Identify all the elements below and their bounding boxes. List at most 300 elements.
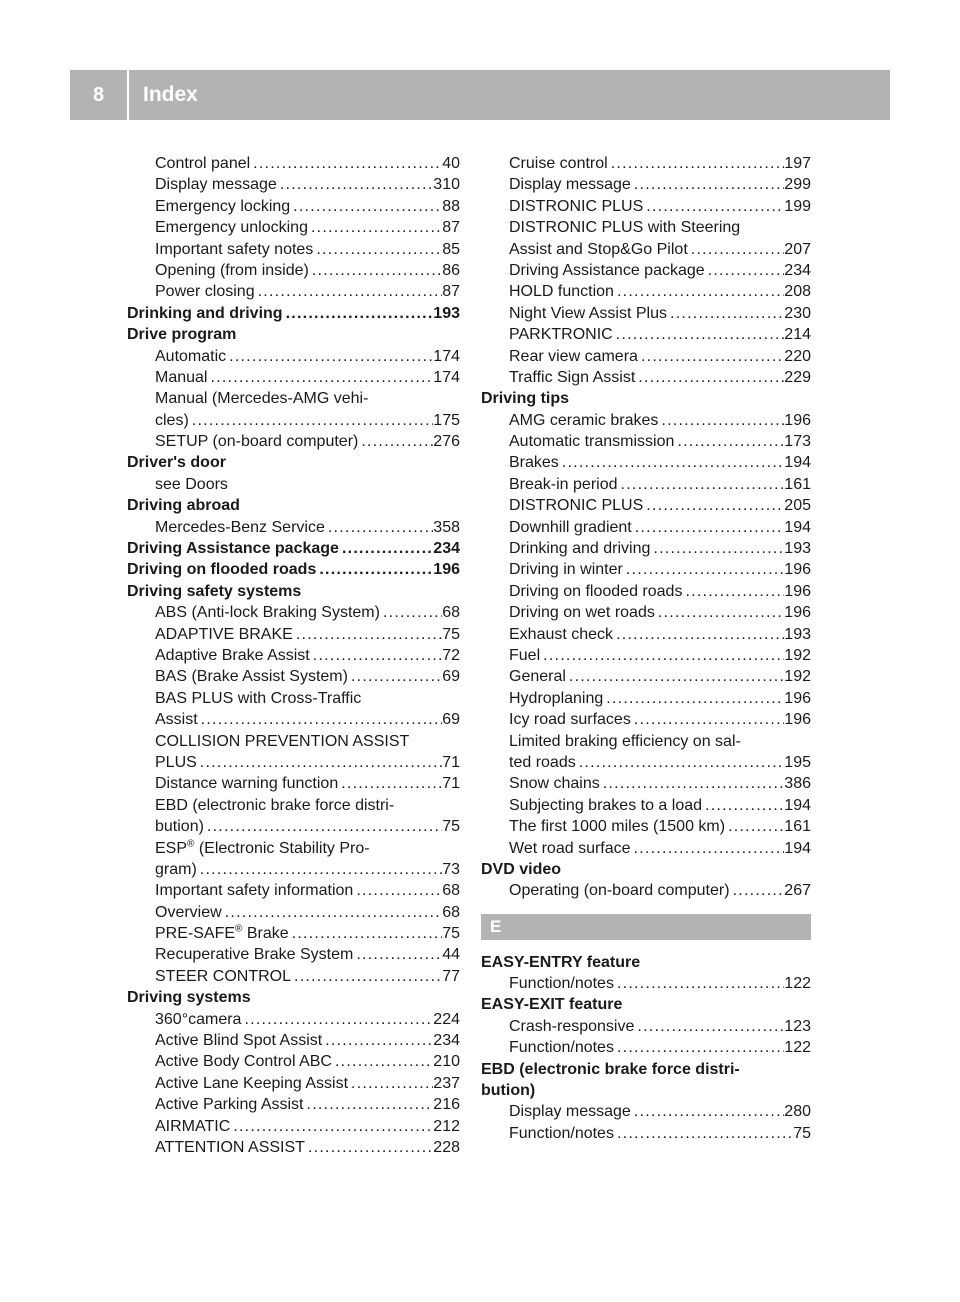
index-heading — [481, 994, 811, 1015]
entry-text: Display message — [155, 176, 277, 194]
index-heading — [481, 952, 811, 973]
entry-text: Driving on flooded roads — [509, 582, 683, 600]
index-entry — [127, 816, 460, 837]
index-entry — [481, 517, 811, 538]
index-entry — [481, 880, 811, 901]
entry-page-number: 196 — [784, 561, 811, 579]
index-heading — [127, 581, 460, 602]
entry-text: Function/notes — [509, 1124, 614, 1142]
index-entry — [481, 367, 811, 388]
leader-dots — [293, 624, 442, 645]
index-entry — [127, 1116, 460, 1137]
entry-page-number: 234 — [433, 540, 460, 558]
leader-dots — [614, 1123, 793, 1144]
entry-text: Distance warning function — [155, 775, 339, 793]
entry-text: Downhill gradient — [509, 518, 632, 536]
index-entry — [481, 624, 811, 645]
entry-text: Recuperative Brake System — [155, 946, 354, 964]
index-heading — [127, 987, 460, 1008]
leader-dots — [667, 303, 784, 324]
index-heading — [481, 1059, 811, 1080]
index-entry — [127, 666, 460, 687]
index-entry — [481, 731, 811, 752]
entry-page-number: 237 — [433, 1074, 460, 1092]
leader-dots — [655, 602, 784, 623]
index-entry — [127, 153, 460, 174]
index-entry — [127, 1030, 460, 1051]
entry-page-number: 299 — [784, 176, 811, 194]
entry-text: Assist and Stop&Go Pilot — [509, 240, 688, 258]
entry-text: HOLD function — [509, 283, 614, 301]
index-entry — [481, 973, 811, 994]
leader-dots — [313, 239, 442, 260]
entry-page-number: 194 — [784, 518, 811, 536]
entry-page-number: 192 — [784, 646, 811, 664]
entry-text: Driving on wet roads — [509, 604, 655, 622]
entry-text: Exhaust check — [509, 625, 614, 643]
entry-page-number: 72 — [442, 646, 460, 664]
entry-text: ESP® (Electronic Stability Pro- — [155, 838, 370, 857]
leader-dots — [222, 902, 443, 923]
leader-dots — [631, 709, 784, 730]
leader-dots — [230, 1116, 433, 1137]
entry-text: EASY-ENTRY feature — [481, 953, 641, 971]
entry-text: Driving safety systems — [127, 582, 302, 600]
entry-text: Wet road surface — [509, 839, 631, 857]
index-entry — [481, 645, 811, 666]
page-number: 8 — [70, 70, 129, 120]
index-entry — [127, 688, 460, 709]
entry-text: Display message — [509, 176, 631, 194]
entry-page-number: 75 — [793, 1124, 811, 1142]
leader-dots — [618, 474, 785, 495]
entry-text: AMG ceramic brakes — [509, 411, 659, 429]
index-entry — [127, 281, 460, 302]
leader-dots — [614, 1037, 784, 1058]
entry-page-number: 196 — [784, 711, 811, 729]
index-heading — [481, 859, 811, 880]
leader-dots — [614, 281, 784, 302]
index-entry — [127, 239, 460, 260]
index-entry — [481, 752, 811, 773]
leader-dots — [631, 838, 785, 859]
entry-page-number: 174 — [433, 368, 460, 386]
index-entry — [481, 495, 811, 516]
entry-text: Emergency unlocking — [155, 219, 308, 237]
entry-page-number: 220 — [784, 347, 811, 365]
leader-dots — [304, 1094, 434, 1115]
entry-page-number: 123 — [784, 1017, 811, 1035]
index-entry — [481, 773, 811, 794]
entry-page-number: 310 — [433, 176, 460, 194]
leader-dots — [305, 1137, 433, 1158]
entry-page-number: 230 — [784, 304, 811, 322]
entry-page-number: 192 — [784, 668, 811, 686]
leader-dots — [358, 431, 433, 452]
entry-page-number: 86 — [442, 261, 460, 279]
entry-page-number: 210 — [433, 1053, 460, 1071]
entry-text: Limited braking efficiency on sal- — [509, 732, 741, 750]
entry-text: Driving on flooded roads — [127, 561, 317, 579]
leader-dots — [540, 645, 784, 666]
entry-page-number: 44 — [442, 946, 460, 964]
entry-text: Mercedes-Benz Service — [155, 518, 325, 536]
entry-text: see Doors — [155, 475, 228, 493]
entry-text: PARKTRONIC — [509, 326, 613, 344]
index-entry — [127, 731, 460, 752]
index-heading — [127, 559, 460, 580]
index-entry — [481, 816, 811, 837]
leader-dots — [566, 666, 784, 687]
entry-text: BAS PLUS with Cross-Traffic — [155, 689, 362, 707]
leader-dots — [283, 303, 434, 324]
leader-dots — [631, 174, 784, 195]
leader-dots — [353, 944, 442, 965]
entry-page-number: 267 — [784, 882, 811, 900]
index-heading — [481, 388, 811, 409]
entry-page-number: 196 — [784, 604, 811, 622]
entry-page-number: 69 — [442, 711, 460, 729]
leader-dots — [226, 346, 433, 367]
leader-dots — [650, 538, 784, 559]
leader-dots — [309, 260, 442, 281]
entry-text: Important safety information — [155, 882, 354, 900]
entry-text: Driving Assistance package — [127, 540, 339, 558]
entry-text: General — [509, 668, 566, 686]
leader-dots — [623, 559, 784, 580]
entry-text: Important safety notes — [155, 240, 314, 258]
leader-dots — [255, 281, 443, 302]
entry-text: Fuel — [509, 646, 541, 664]
index-entry — [481, 688, 811, 709]
entry-page-number: 216 — [433, 1096, 460, 1114]
index-entry — [127, 431, 460, 452]
entry-text: EASY-EXIT feature — [481, 996, 623, 1014]
entry-text: Drive program — [127, 326, 237, 344]
entry-text: STEER CONTROL — [155, 967, 292, 985]
entry-text: Driving abroad — [127, 497, 240, 515]
leader-dots — [730, 880, 785, 901]
index-entry — [481, 174, 811, 195]
leader-dots — [207, 367, 433, 388]
entry-page-number: 75 — [442, 925, 460, 943]
entry-text: Automatic — [155, 347, 227, 365]
entry-text: Automatic transmission — [509, 433, 675, 451]
entry-page-number: 68 — [442, 903, 460, 921]
index-entry — [481, 217, 811, 238]
entry-text: ABS (Anti-lock Braking System) — [155, 604, 380, 622]
entry-text: DVD video — [481, 860, 562, 878]
entry-text: PLUS — [155, 753, 197, 771]
entry-text: Crash-responsive — [509, 1017, 635, 1035]
index-entry — [127, 1137, 460, 1158]
index-entry — [481, 709, 811, 730]
index-heading — [127, 452, 460, 473]
entry-page-number: 212 — [433, 1117, 460, 1135]
leader-dots — [559, 452, 785, 473]
leader-dots — [204, 816, 442, 837]
leader-dots — [197, 859, 442, 880]
leader-dots — [189, 410, 434, 431]
entry-text: cles) — [155, 411, 189, 429]
index-entry — [127, 196, 460, 217]
leader-dots — [353, 880, 442, 901]
entry-page-number: 194 — [784, 454, 811, 472]
entry-text: Assist — [155, 711, 198, 729]
entry-text: DISTRONIC PLUS — [509, 497, 644, 515]
index-entry — [127, 474, 460, 495]
leader-dots — [658, 410, 784, 431]
index-entry — [481, 239, 811, 260]
index-entry — [127, 260, 460, 281]
entry-page-number: 205 — [784, 497, 811, 515]
entry-text: Driver's door — [127, 454, 226, 472]
index-column-right — [481, 153, 811, 1144]
entry-page-number: 40 — [442, 155, 460, 172]
index-entry — [481, 474, 811, 495]
index-entry — [481, 410, 811, 431]
entry-page-number: 197 — [784, 155, 811, 172]
entry-text: Night View Assist Plus — [509, 304, 667, 322]
leader-dots — [608, 153, 785, 174]
entry-text: Cruise control — [509, 155, 608, 172]
index-entry — [127, 1051, 460, 1072]
index-entry — [127, 174, 460, 195]
index-entry — [481, 1101, 811, 1122]
leader-dots — [308, 217, 442, 238]
entry-page-number: 193 — [784, 540, 811, 558]
index-entry — [481, 1016, 811, 1037]
leader-dots — [631, 1101, 784, 1122]
entry-text: Active Body Control ABC — [155, 1053, 332, 1071]
index-entry — [127, 859, 460, 880]
entry-text: bution) — [155, 818, 204, 836]
leader-dots — [316, 559, 433, 580]
entry-page-number: 161 — [784, 818, 811, 836]
entry-page-number: 122 — [784, 975, 811, 993]
leader-dots — [576, 752, 785, 773]
leader-dots — [613, 624, 784, 645]
page-title: Index — [143, 83, 198, 106]
index-entry — [127, 1094, 460, 1115]
entry-text: Active Blind Spot Assist — [155, 1032, 323, 1050]
leader-dots — [348, 1073, 433, 1094]
index-entry — [481, 1123, 811, 1144]
index-entry — [127, 388, 460, 409]
index-entry — [481, 581, 811, 602]
entry-text: Brakes — [509, 454, 559, 472]
entry-text: Display message — [509, 1103, 631, 1121]
entry-text: Overview — [155, 903, 222, 921]
leader-dots — [241, 1009, 433, 1030]
entry-page-number: 194 — [784, 839, 811, 857]
entry-text: ADAPTIVE BRAKE — [155, 625, 293, 643]
entry-text: EBD (electronic brake force distri- — [481, 1060, 740, 1078]
leader-dots — [702, 795, 784, 816]
entry-page-number: 229 — [784, 368, 811, 386]
entry-page-number: 196 — [784, 582, 811, 600]
index-entry — [481, 260, 811, 281]
index-entry — [127, 902, 460, 923]
leader-dots — [291, 966, 442, 987]
leader-dots — [682, 581, 784, 602]
entry-text: Drinking and driving — [127, 304, 283, 322]
leader-dots — [197, 752, 442, 773]
entry-page-number: 208 — [784, 283, 811, 301]
index-entry — [127, 923, 460, 944]
leader-dots — [325, 517, 433, 538]
leader-dots — [614, 973, 784, 994]
entry-text: Active Parking Assist — [155, 1096, 304, 1114]
entry-page-number: 196 — [433, 561, 460, 579]
entry-text: Subjecting brakes to a load — [509, 796, 703, 814]
entry-text: 360°camera — [155, 1010, 242, 1028]
entry-page-number: 199 — [784, 197, 811, 215]
entry-page-number: 174 — [433, 347, 460, 365]
leader-dots — [250, 153, 442, 174]
leader-dots — [322, 1030, 433, 1051]
entry-text: Function/notes — [509, 975, 614, 993]
index-heading — [127, 538, 460, 559]
index-entry — [127, 795, 460, 816]
leader-dots — [705, 260, 785, 281]
entry-text: Driving in winter — [509, 561, 623, 579]
entry-text: Rear view camera — [509, 347, 638, 365]
leader-dots — [632, 517, 785, 538]
entry-page-number: 122 — [784, 1039, 811, 1057]
index-entry — [127, 602, 460, 623]
entry-text: Control panel — [155, 155, 251, 172]
entry-text: AIRMATIC — [155, 1117, 231, 1135]
entry-page-number: 234 — [784, 261, 811, 279]
entry-page-number: 161 — [784, 475, 811, 493]
entry-text: Power closing — [155, 283, 255, 301]
index-entry — [481, 452, 811, 473]
index-entry — [127, 517, 460, 538]
index-entry — [481, 431, 811, 452]
entry-page-number: 280 — [784, 1103, 811, 1121]
leader-dots — [310, 645, 442, 666]
index-entry — [127, 1073, 460, 1094]
index-entry — [127, 838, 460, 859]
entry-text: Opening (from inside) — [155, 261, 309, 279]
entry-page-number: 87 — [442, 283, 460, 301]
entry-text: DISTRONIC PLUS with Steering — [509, 219, 741, 237]
index-entry — [127, 410, 460, 431]
page-header — [70, 70, 890, 120]
index-entry — [481, 795, 811, 816]
entry-page-number: 173 — [784, 433, 811, 451]
index-entry — [481, 196, 811, 217]
entry-page-number: 75 — [442, 625, 460, 643]
entry-page-number: 68 — [442, 604, 460, 622]
entry-page-number: 194 — [784, 796, 811, 814]
entry-page-number: 214 — [784, 326, 811, 344]
entry-page-number: 75 — [442, 818, 460, 836]
index-entry — [481, 838, 811, 859]
index-heading — [127, 495, 460, 516]
entry-text: Snow chains — [509, 775, 600, 793]
leader-dots — [332, 1051, 433, 1072]
entry-page-number: 71 — [442, 775, 460, 793]
entry-page-number: 358 — [433, 518, 460, 536]
entry-page-number: 175 — [433, 411, 460, 429]
index-entry — [127, 752, 460, 773]
entry-text: PRE-SAFE® Brake — [155, 923, 289, 943]
entry-text: COLLISION PREVENTION ASSIST — [155, 732, 410, 750]
entry-text: Operating (on-board computer) — [509, 882, 730, 900]
index-entry — [481, 324, 811, 345]
leader-dots — [634, 1016, 784, 1037]
entry-page-number: 276 — [433, 433, 460, 451]
index-letter-heading: E — [481, 914, 811, 940]
leader-dots — [635, 367, 784, 388]
entry-text: ATTENTION ASSIST — [155, 1138, 305, 1156]
index-entry — [481, 1037, 811, 1058]
index-entry — [127, 966, 460, 987]
entry-text: Driving systems — [127, 989, 251, 1007]
entry-text: DISTRONIC PLUS — [509, 197, 644, 215]
index-entry — [481, 666, 811, 687]
entry-page-number: 87 — [442, 219, 460, 237]
index-entry — [127, 645, 460, 666]
index-entry — [127, 880, 460, 901]
entry-text: Break-in period — [509, 475, 618, 493]
index-heading — [127, 324, 460, 345]
index-entry — [127, 1009, 460, 1030]
leader-dots — [290, 196, 442, 217]
index-entry — [481, 602, 811, 623]
index-entry — [481, 559, 811, 580]
entry-page-number: 196 — [784, 411, 811, 429]
index-entry — [127, 773, 460, 794]
entry-text: Adaptive Brake Assist — [155, 646, 310, 664]
index-entry — [481, 153, 811, 174]
index-entry — [481, 281, 811, 302]
entry-text: Function/notes — [509, 1039, 614, 1057]
index-column-left — [127, 153, 460, 1158]
entry-text: Traffic Sign Assist — [509, 368, 636, 386]
index-entry — [481, 303, 811, 324]
entry-page-number: 207 — [784, 240, 811, 258]
entry-page-number: 193 — [433, 304, 460, 322]
entry-text: Driving tips — [481, 390, 570, 408]
entry-page-number: 386 — [784, 775, 811, 793]
entry-text: Manual (Mercedes-AMG vehi- — [155, 390, 369, 408]
entry-page-number: 68 — [442, 882, 460, 900]
entry-page-number: 228 — [433, 1138, 460, 1156]
entry-text: BAS (Brake Assist System) — [155, 668, 348, 686]
leader-dots — [600, 773, 785, 794]
leader-dots — [674, 431, 784, 452]
entry-text: Hydroplaning — [509, 689, 604, 707]
leader-dots — [198, 709, 443, 730]
leader-dots — [289, 923, 443, 944]
entry-text: Driving Assistance package — [509, 261, 705, 279]
leader-dots — [277, 174, 433, 195]
leader-dots — [339, 538, 433, 559]
entry-page-number: 73 — [442, 860, 460, 878]
index-entry — [127, 624, 460, 645]
entry-text: bution) — [481, 1082, 536, 1100]
leader-dots — [725, 816, 784, 837]
leader-dots — [688, 239, 785, 260]
leader-dots — [613, 324, 785, 345]
index-entry — [127, 217, 460, 238]
leader-dots — [380, 602, 442, 623]
entry-text: Icy road surfaces — [509, 711, 631, 729]
index-entry — [481, 346, 811, 367]
